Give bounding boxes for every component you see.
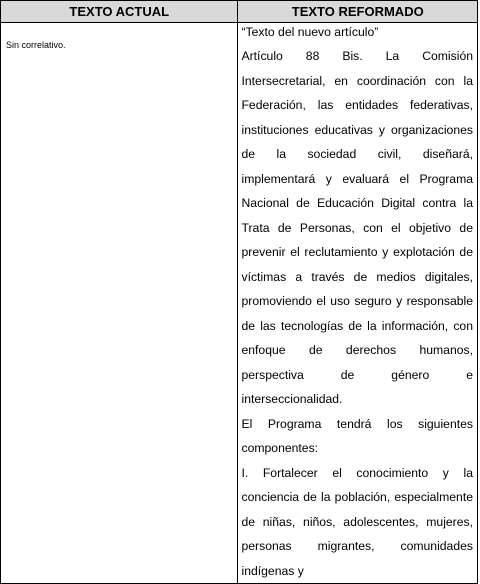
current-text-cell [1,23,238,584]
header-texto-reformado: TEXTO REFORMADO [238,1,478,23]
component-i-paragraph: I. Fortalecer el conocimiento y la conciencia de la población, especialmente de niñas, niños, adolescentes, mujeres, personas migrantes, comunidades indígenas y [241,465,473,578]
header-row [1,1,478,23]
new-article-title: “Texto del nuevo artículo” [241,25,379,39]
program-components-paragraph: El Programa tendrá los siguientes componentes: [241,416,473,455]
article-88-bis-paragraph: Artículo 88 Bis. La Comisión Intersecretarial, en coordinación con la Federación, las entidades federativas, instituciones educativas y organizaciones de la sociedad civil, diseñará, implementará y evaluará el Programa Nacional de Educación Digital contra la Trata de Personas, con el objetivo de prevenir el reclutamiento y explotación de víctimas a través de medios digitales, promoviendo el uso seguro y responsable de las tecnologías de la información, con enfoque de derechos humanos, perspectiva de género e interseccionalidad. [241,49,473,406]
content-row [1,23,478,584]
reformed-text-cell [238,23,478,584]
header-texto-actual: TEXTO ACTUAL [1,1,238,23]
current-text: Sin correlativo. [6,40,66,50]
